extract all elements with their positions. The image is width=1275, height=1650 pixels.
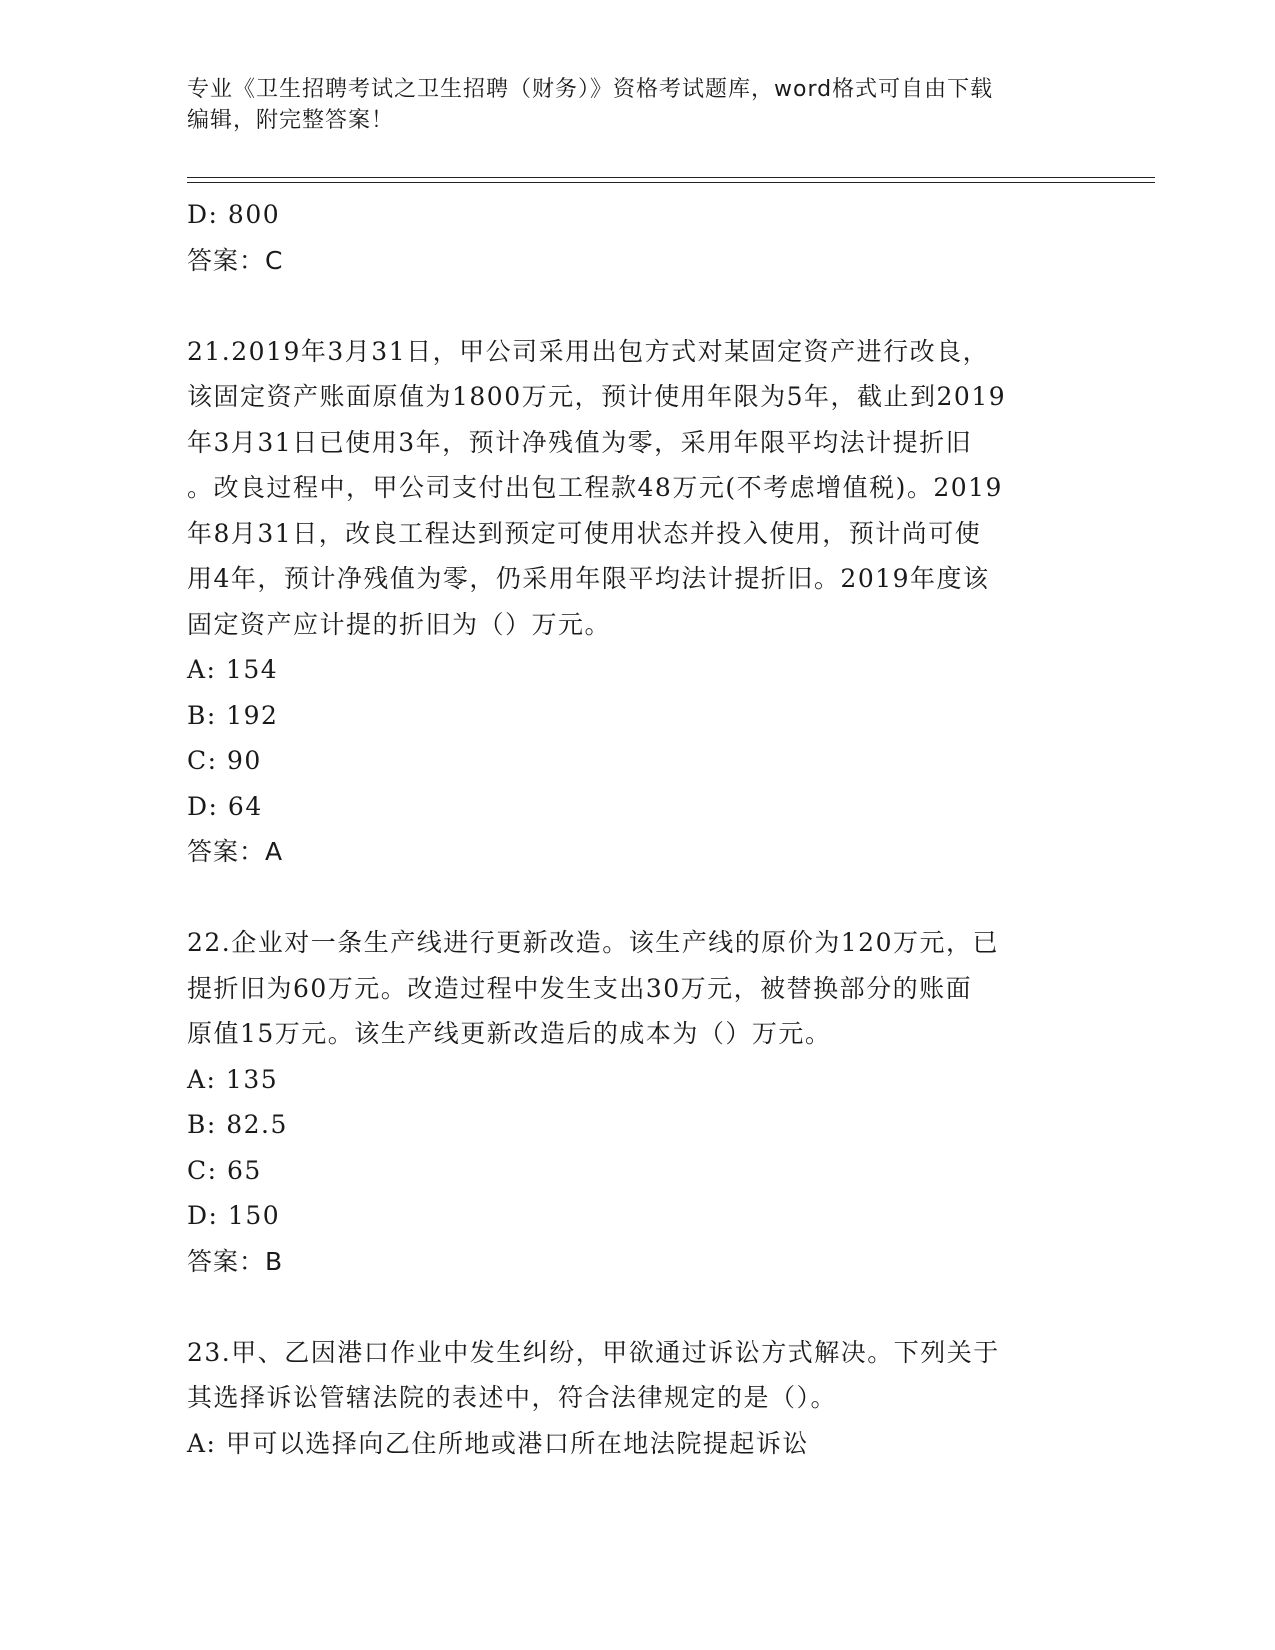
- answer-line: 答案：C: [187, 245, 284, 275]
- option-a: A: 154: [187, 655, 279, 684]
- option-c: C: 65: [187, 1155, 262, 1185]
- header-divider-bottom: [187, 182, 1155, 183]
- option-d: D: 64: [187, 791, 263, 821]
- question-text-line: 。改良过程中，甲公司支付出包工程款48万元(不考虑增值税)。2019: [187, 473, 1003, 502]
- question-text-line: 年8月31日，改良工程达到预定可使用状态并投入使用，预计尚可使: [187, 518, 982, 548]
- question-text-line: 年3月31日已使用3年，预计净残值为零，采用年限平均法计提折旧: [187, 427, 973, 457]
- question-text-line: 用4年，预计净残值为零，仍采用年限平均法计提折旧。2019年度该: [187, 564, 990, 593]
- spacer: [187, 1284, 1087, 1330]
- question-21: [187, 329, 1087, 875]
- question-20-tail: [187, 192, 1087, 283]
- question-text-line: 22.企业对一条生产线进行更新改造。该生产线的原价为120万元，已: [187, 928, 999, 957]
- spacer: [187, 283, 1087, 329]
- option-d: D: 150: [187, 1201, 281, 1230]
- option-b: B: 192: [187, 700, 279, 730]
- question-text-line: 原值15万元。该生产线更新改造后的成本为（）万元。: [187, 1019, 832, 1048]
- question-text-line: 该固定资产账面原值为1800万元，预计使用年限为5年，截止到2019: [187, 382, 1007, 411]
- spacer: [187, 875, 1087, 921]
- question-text-line: 提折旧为60万元。改造过程中发生支出30万元，被替换部分的账面: [187, 973, 973, 1003]
- header-title-line-1: 专业《卫生招聘考试之卫生招聘（财务）》资格考试题库，word格式可自由下载: [187, 77, 994, 102]
- question-22: [187, 920, 1087, 1284]
- question-text-line: 23.甲、乙因港口作业中发生纠纷，甲欲通过诉讼方式解决。下列关于: [187, 1337, 1000, 1367]
- option-a: A: 甲可以选择向乙住所地或港口所在地法院提起诉讼: [187, 1428, 809, 1458]
- question-text-line: 其选择诉讼管辖法院的表述中，符合法律规定的是（）。: [187, 1383, 838, 1412]
- answer-line: 答案：B: [187, 1246, 284, 1276]
- question-23: [187, 1330, 1087, 1467]
- answer-line: 答案：A: [187, 837, 284, 866]
- option-c: C: 90: [187, 746, 262, 775]
- question-text-line: 21.2019年3月31日，甲公司采用出包方式对某固定资产进行改良，: [187, 336, 990, 366]
- option-b: B: 82.5: [187, 1110, 288, 1139]
- header-title-line-2: 编辑，附完整答案！: [187, 108, 395, 133]
- header-divider-top: [187, 177, 1155, 178]
- document-header: [187, 74, 1087, 136]
- option-a: A: 135: [187, 1064, 279, 1094]
- option-d: D: 800: [187, 200, 281, 229]
- question-text-line: 固定资产应计提的折旧为（）万元。: [187, 609, 612, 639]
- question-body: [187, 192, 1087, 1466]
